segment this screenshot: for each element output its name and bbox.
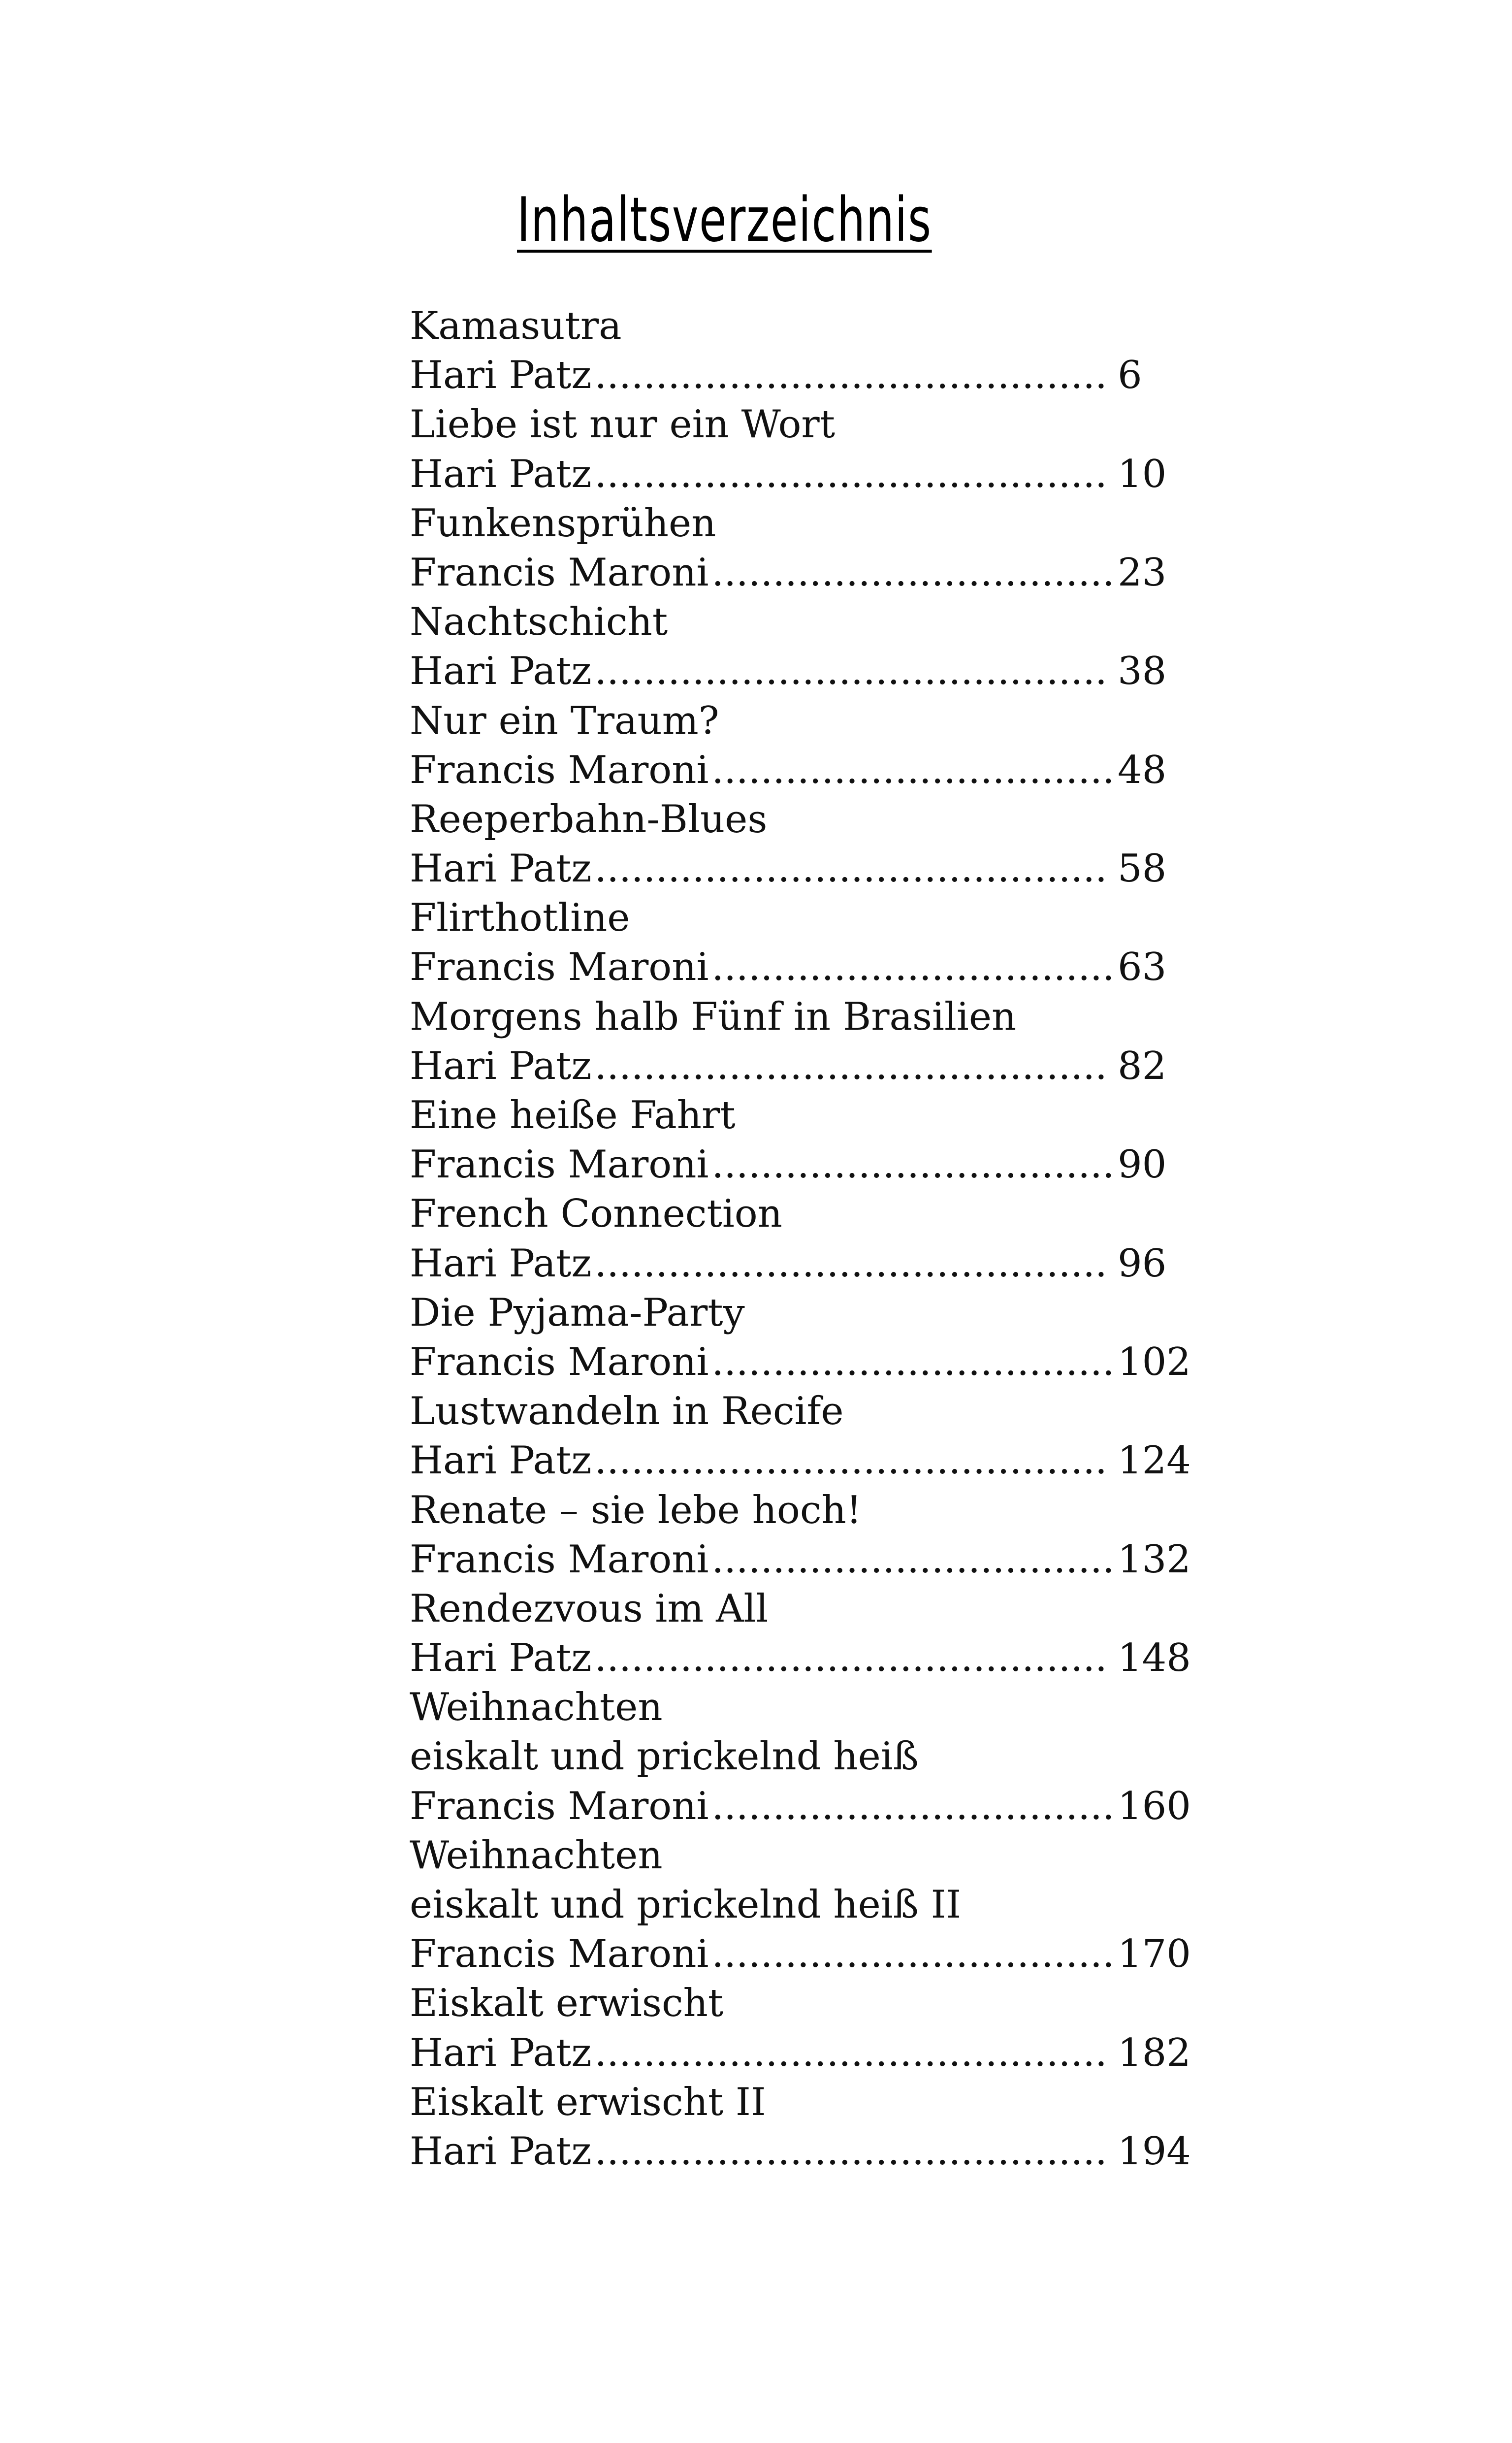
toc-entry-page-number: 23: [1118, 550, 1167, 595]
toc-entry: [410, 499, 1247, 597]
toc-entry: [410, 1683, 1247, 1831]
toc-entry-author: Francis Maroni: [410, 748, 709, 792]
toc-list: [410, 301, 1247, 2176]
toc-entry-page-number: 90: [1118, 1142, 1167, 1187]
toc-entry-author: Francis Maroni: [410, 1142, 709, 1187]
toc-entry: [410, 696, 1247, 795]
toc-entry-title: eiskalt und prickelnd heiß: [410, 1734, 919, 1779]
toc-entry-author: Hari Patz: [410, 452, 592, 496]
toc-entry-author-line: [410, 1782, 1247, 1831]
toc-entry-author: Hari Patz: [410, 2030, 592, 2075]
toc-entry-page-number: 124: [1118, 1438, 1191, 1483]
toc-entry-author: Francis Maroni: [410, 1339, 709, 1384]
toc-entry-author-line: [410, 1337, 1247, 1387]
toc-entry-title: Liebe ist nur ein Wort: [410, 402, 836, 447]
toc-entry-author: Hari Patz: [410, 649, 592, 694]
dot-leader: ..........................................: [594, 452, 1107, 496]
toc-entry-title: Die Pyjama-Party: [410, 1290, 745, 1335]
toc-entry-author-line: [410, 1633, 1247, 1683]
toc-entry-author-line: [410, 1929, 1247, 1979]
dot-leader: .................................: [711, 550, 1115, 595]
toc-entry-author-line: [410, 1436, 1247, 1485]
toc-entry-title: Weihnachten: [410, 1685, 663, 1730]
toc-entry-author-line: [410, 2028, 1247, 2078]
toc-entry-author-line: [410, 943, 1247, 992]
dot-leader: .................................: [711, 748, 1115, 792]
dot-leader: ..........................................: [594, 2030, 1107, 2075]
toc-entry: [410, 893, 1247, 992]
toc-entry-page-number: 148: [1118, 1636, 1191, 1681]
toc-entry: [410, 1486, 1247, 1584]
toc-entry-title: Flirthotline: [410, 896, 630, 941]
toc-entry-page-number: 194: [1118, 2129, 1191, 2174]
toc-entry-title: Eiskalt erwischt II: [410, 2080, 766, 2124]
toc-entry-author-line: [410, 351, 1247, 400]
toc-entry: [410, 1979, 1247, 2077]
toc-entry-page-number: 160: [1118, 1784, 1191, 1828]
toc-entry-author-line: [410, 647, 1247, 696]
toc-entry: [410, 2078, 1247, 2176]
toc-entry-author: Hari Patz: [410, 2129, 592, 2174]
toc-entry-author-line: [410, 746, 1247, 795]
toc-entry-title: Renate – sie lebe hoch!: [410, 1488, 862, 1532]
toc-entry-title: Lustwandeln in Recife: [410, 1389, 844, 1434]
dot-leader: .................................: [711, 1784, 1115, 1828]
dot-leader: .................................: [711, 945, 1115, 990]
toc-entry-title: Nachtschicht: [410, 600, 668, 645]
toc-entry-author: Hari Patz: [410, 1043, 592, 1088]
dot-leader: ..........................................: [594, 1043, 1107, 1088]
dot-leader: ..........................................: [594, 1241, 1107, 1286]
toc-entry-title: Reeperbahn-Blues: [410, 797, 768, 842]
toc-entry-author: Francis Maroni: [410, 1784, 709, 1828]
toc-entry: [410, 1288, 1247, 1387]
dot-leader: ..........................................: [594, 847, 1107, 891]
toc-entry-page-number: 82: [1118, 1043, 1167, 1088]
toc-entry-title: Eiskalt erwischt: [410, 1981, 724, 2026]
toc-entry: [410, 1387, 1247, 1485]
toc-entry: [410, 1831, 1247, 1979]
toc-entry-page-number: 48: [1118, 748, 1167, 792]
toc-entry-page-number: 170: [1118, 1932, 1191, 1977]
dot-leader: .................................: [711, 1339, 1115, 1384]
toc-entry-title: eiskalt und prickelnd heiß II: [410, 1883, 962, 1927]
toc-entry-author: Hari Patz: [410, 1241, 592, 1286]
dot-leader: .................................: [711, 1142, 1115, 1187]
toc-entry-page-number: 102: [1118, 1339, 1191, 1384]
toc-entry: [410, 1091, 1247, 1189]
toc-entry: [410, 992, 1247, 1091]
toc-entry-title: Funkensprühen: [410, 501, 716, 546]
dot-leader: ..........................................: [594, 353, 1107, 398]
toc-entry-author-line: [410, 1140, 1247, 1189]
toc-entry-title: Rendezvous im All: [410, 1586, 769, 1631]
toc-entry-title: Nur ein Traum?: [410, 698, 719, 743]
toc-entry-author: Francis Maroni: [410, 945, 709, 990]
toc-entry-author-line: [410, 548, 1247, 597]
toc-entry: [410, 1584, 1247, 1683]
toc-entry-author-line: [410, 1535, 1247, 1584]
toc-heading: Inhaltsverzeichnis: [517, 185, 932, 256]
toc-entry-page-number: 63: [1118, 945, 1167, 990]
toc-entry-author: Hari Patz: [410, 353, 592, 398]
dot-leader: ..........................................: [594, 2129, 1107, 2174]
toc-entry-title: Morgens halb Fünf in Brasilien: [410, 994, 1017, 1039]
toc-entry-author: Francis Maroni: [410, 1932, 709, 1977]
toc-entry: [410, 597, 1247, 696]
toc-entry-title: Kamasutra: [410, 304, 622, 348]
toc-entry-page-number: 96: [1118, 1241, 1167, 1286]
dot-leader: .................................: [711, 1537, 1115, 1582]
toc-entry-author: Hari Patz: [410, 1438, 592, 1483]
dot-leader: ..........................................: [594, 1636, 1107, 1681]
toc-entry-page-number: 58: [1118, 847, 1167, 891]
toc-entry: [410, 1189, 1247, 1288]
toc-entry-title: French Connection: [410, 1192, 782, 1237]
toc-entry: [410, 400, 1247, 498]
toc-entry: [410, 795, 1247, 893]
toc-entry-page-number: 6: [1118, 353, 1142, 398]
toc-entry-page-number: 10: [1118, 452, 1167, 496]
toc-entry-title: Eine heiße Fahrt: [410, 1093, 736, 1138]
dot-leader: ..........................................: [594, 649, 1107, 694]
toc-entry-author: Francis Maroni: [410, 1537, 709, 1582]
toc-entry-author-line: [410, 844, 1247, 893]
toc-entry-page-number: 38: [1118, 649, 1167, 694]
toc-entry-author: Francis Maroni: [410, 550, 709, 595]
toc-entry-author-line: [410, 1042, 1247, 1091]
toc-entry-author: Hari Patz: [410, 847, 592, 891]
toc-entry: [410, 301, 1247, 400]
toc-entry-author-line: [410, 450, 1247, 499]
toc-entry-page-number: 182: [1118, 2030, 1191, 2075]
toc-entry-author-line: [410, 2127, 1247, 2176]
toc-entry-author: Hari Patz: [410, 1636, 592, 1681]
dot-leader: ..........................................: [594, 1438, 1107, 1483]
toc-entry-author-line: [410, 1239, 1247, 1288]
toc-entry-page-number: 132: [1118, 1537, 1191, 1582]
toc-entry-title: Weihnachten: [410, 1833, 663, 1878]
dot-leader: .................................: [711, 1932, 1115, 1977]
